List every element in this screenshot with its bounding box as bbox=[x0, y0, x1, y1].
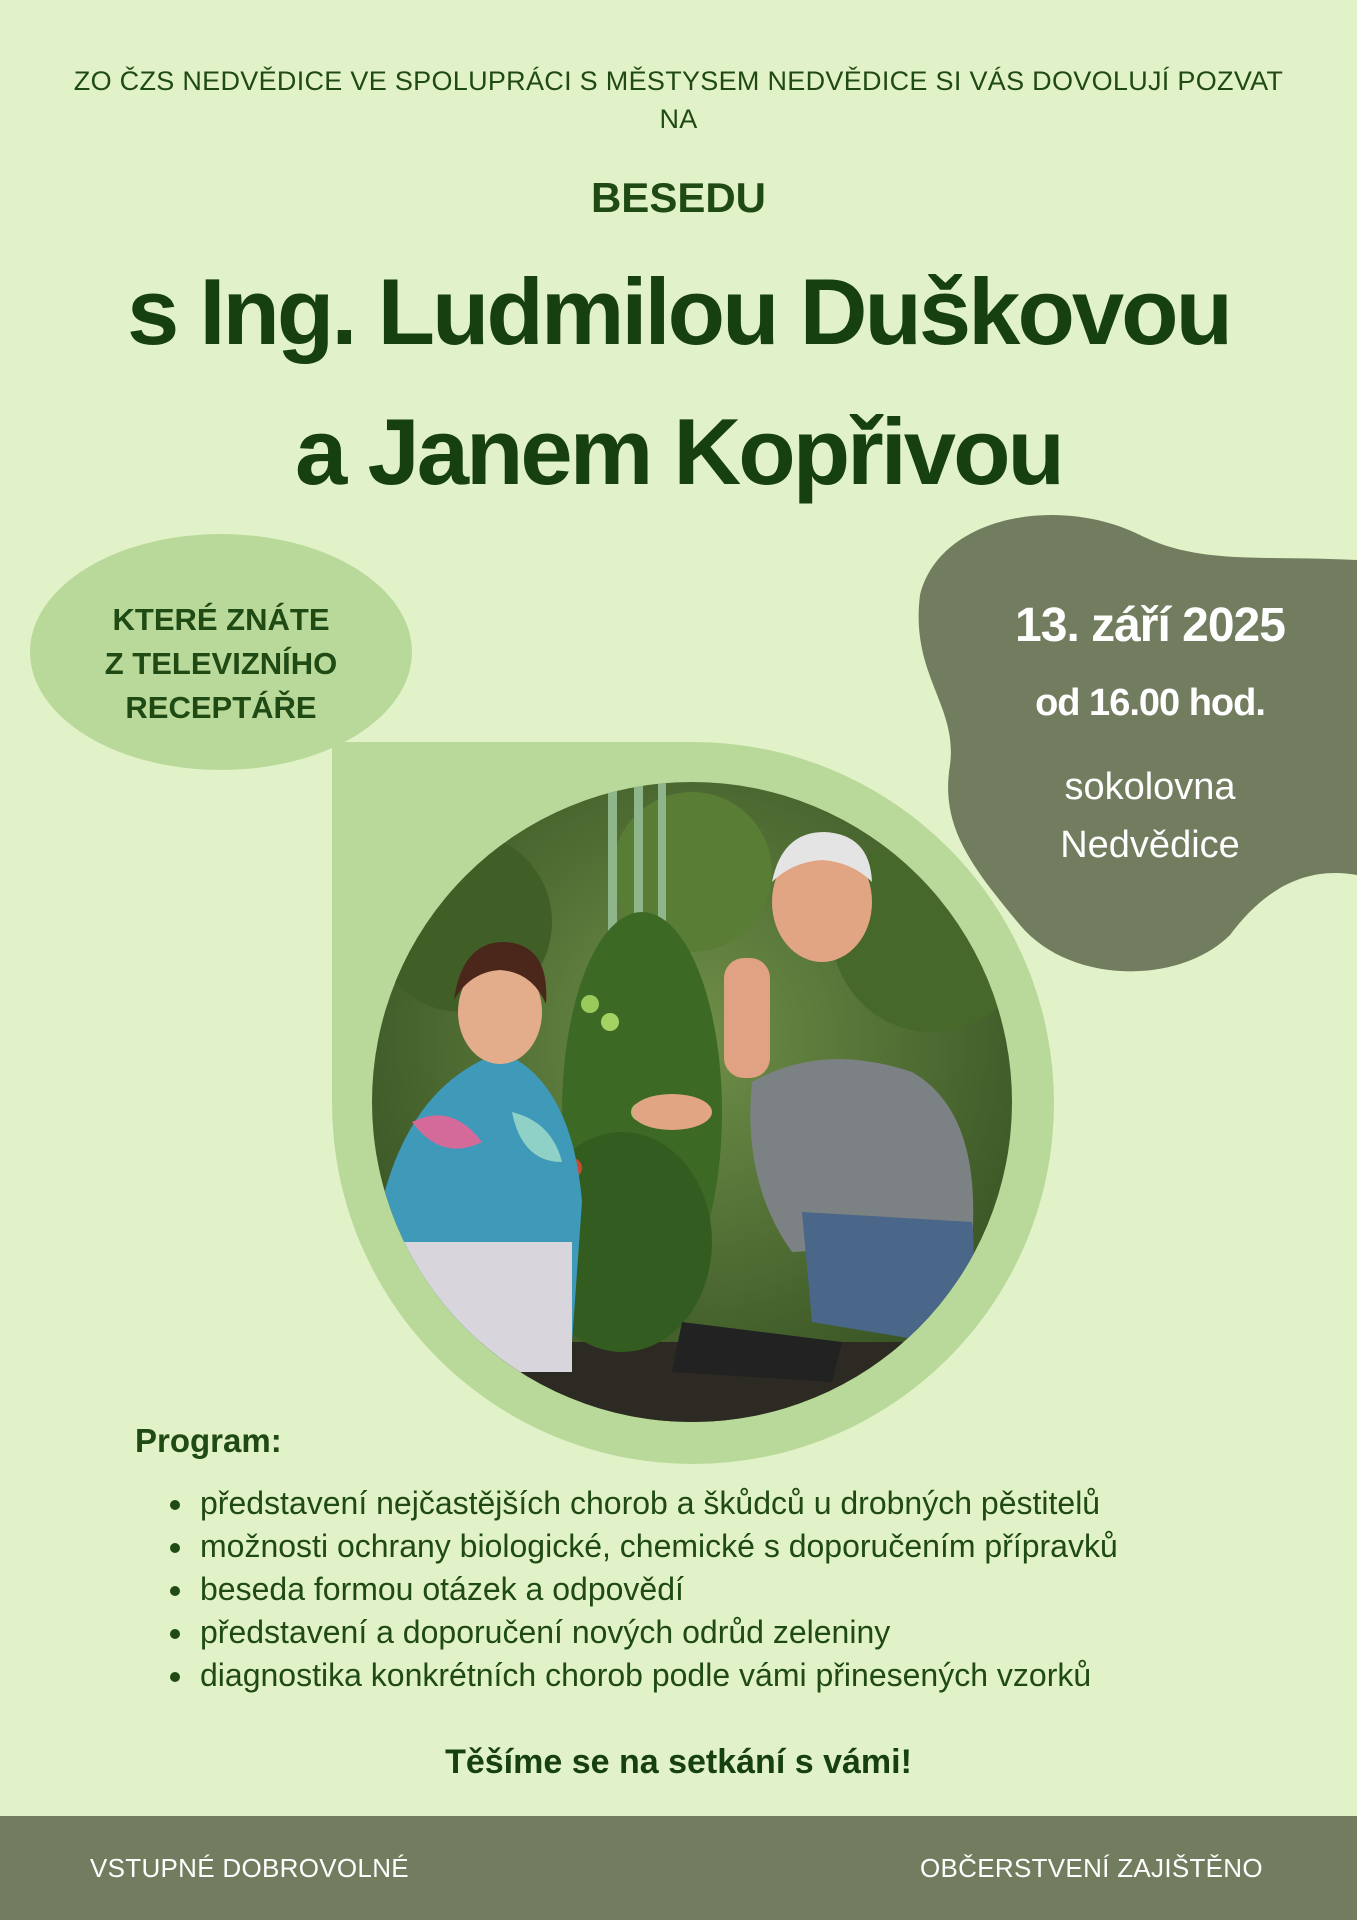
intro-line-1: ZO ČZS NEDVĚDICE VE SPOLUPRÁCI S MĚSTYSEM NEDVĚDICE SI VÁS DOVOLUJÍ POZVAT bbox=[73, 66, 1284, 96]
footer-admission: VSTUPNÉ DOBROVOLNÉ bbox=[90, 1853, 409, 1883]
closing-message: Těšíme se na setkání s vámi! bbox=[445, 1743, 912, 1781]
speakers-heading-line-2: a Janem Kopřivou bbox=[295, 399, 1062, 504]
event-time: od 16.00 hod. bbox=[1035, 682, 1265, 724]
intro-line-2: NA bbox=[659, 104, 698, 134]
tv-badge-line-2: Z TELEVIZNÍHO bbox=[104, 646, 338, 681]
tv-badge-line-1: KTERÉ ZNÁTE bbox=[112, 602, 330, 637]
tv-badge-line-3: RECEPTÁŘE bbox=[125, 690, 317, 725]
speakers-heading-line-1: s Ing. Ludmilou Duškovou bbox=[127, 259, 1230, 364]
venue-line-2: Nedvědice bbox=[1060, 824, 1240, 866]
program-item: • diagnostika konkrétních chorob podle vámi přinesených vzorků bbox=[196, 1654, 1118, 1697]
event-type-heading: BESEDU bbox=[590, 174, 767, 221]
invitation-intro bbox=[0, 62, 1357, 138]
program-list bbox=[160, 1482, 1118, 1697]
event-details-shape bbox=[900, 505, 1357, 975]
event-date: 13. září 2025 bbox=[1015, 599, 1285, 652]
program-item: • možnosti ochrany biologické, chemické s doporučením přípravků bbox=[196, 1525, 1118, 1568]
program-item: • beseda formou otázek a odpovědí bbox=[196, 1568, 1118, 1611]
footer-refreshments: OBČERSTVENÍ ZAJIŠTĚNO bbox=[920, 1853, 1263, 1883]
program-item: • představení nejčastějších chorob a škůdců u drobných pěstitelů bbox=[196, 1482, 1118, 1525]
program-title: Program: bbox=[135, 1422, 282, 1459]
tv-badge-text bbox=[30, 598, 412, 730]
program-item: • představení a doporučení nových odrůd zeleniny bbox=[196, 1611, 1118, 1654]
venue-line-1: sokolovna bbox=[1064, 766, 1236, 808]
event-venue bbox=[950, 758, 1350, 874]
